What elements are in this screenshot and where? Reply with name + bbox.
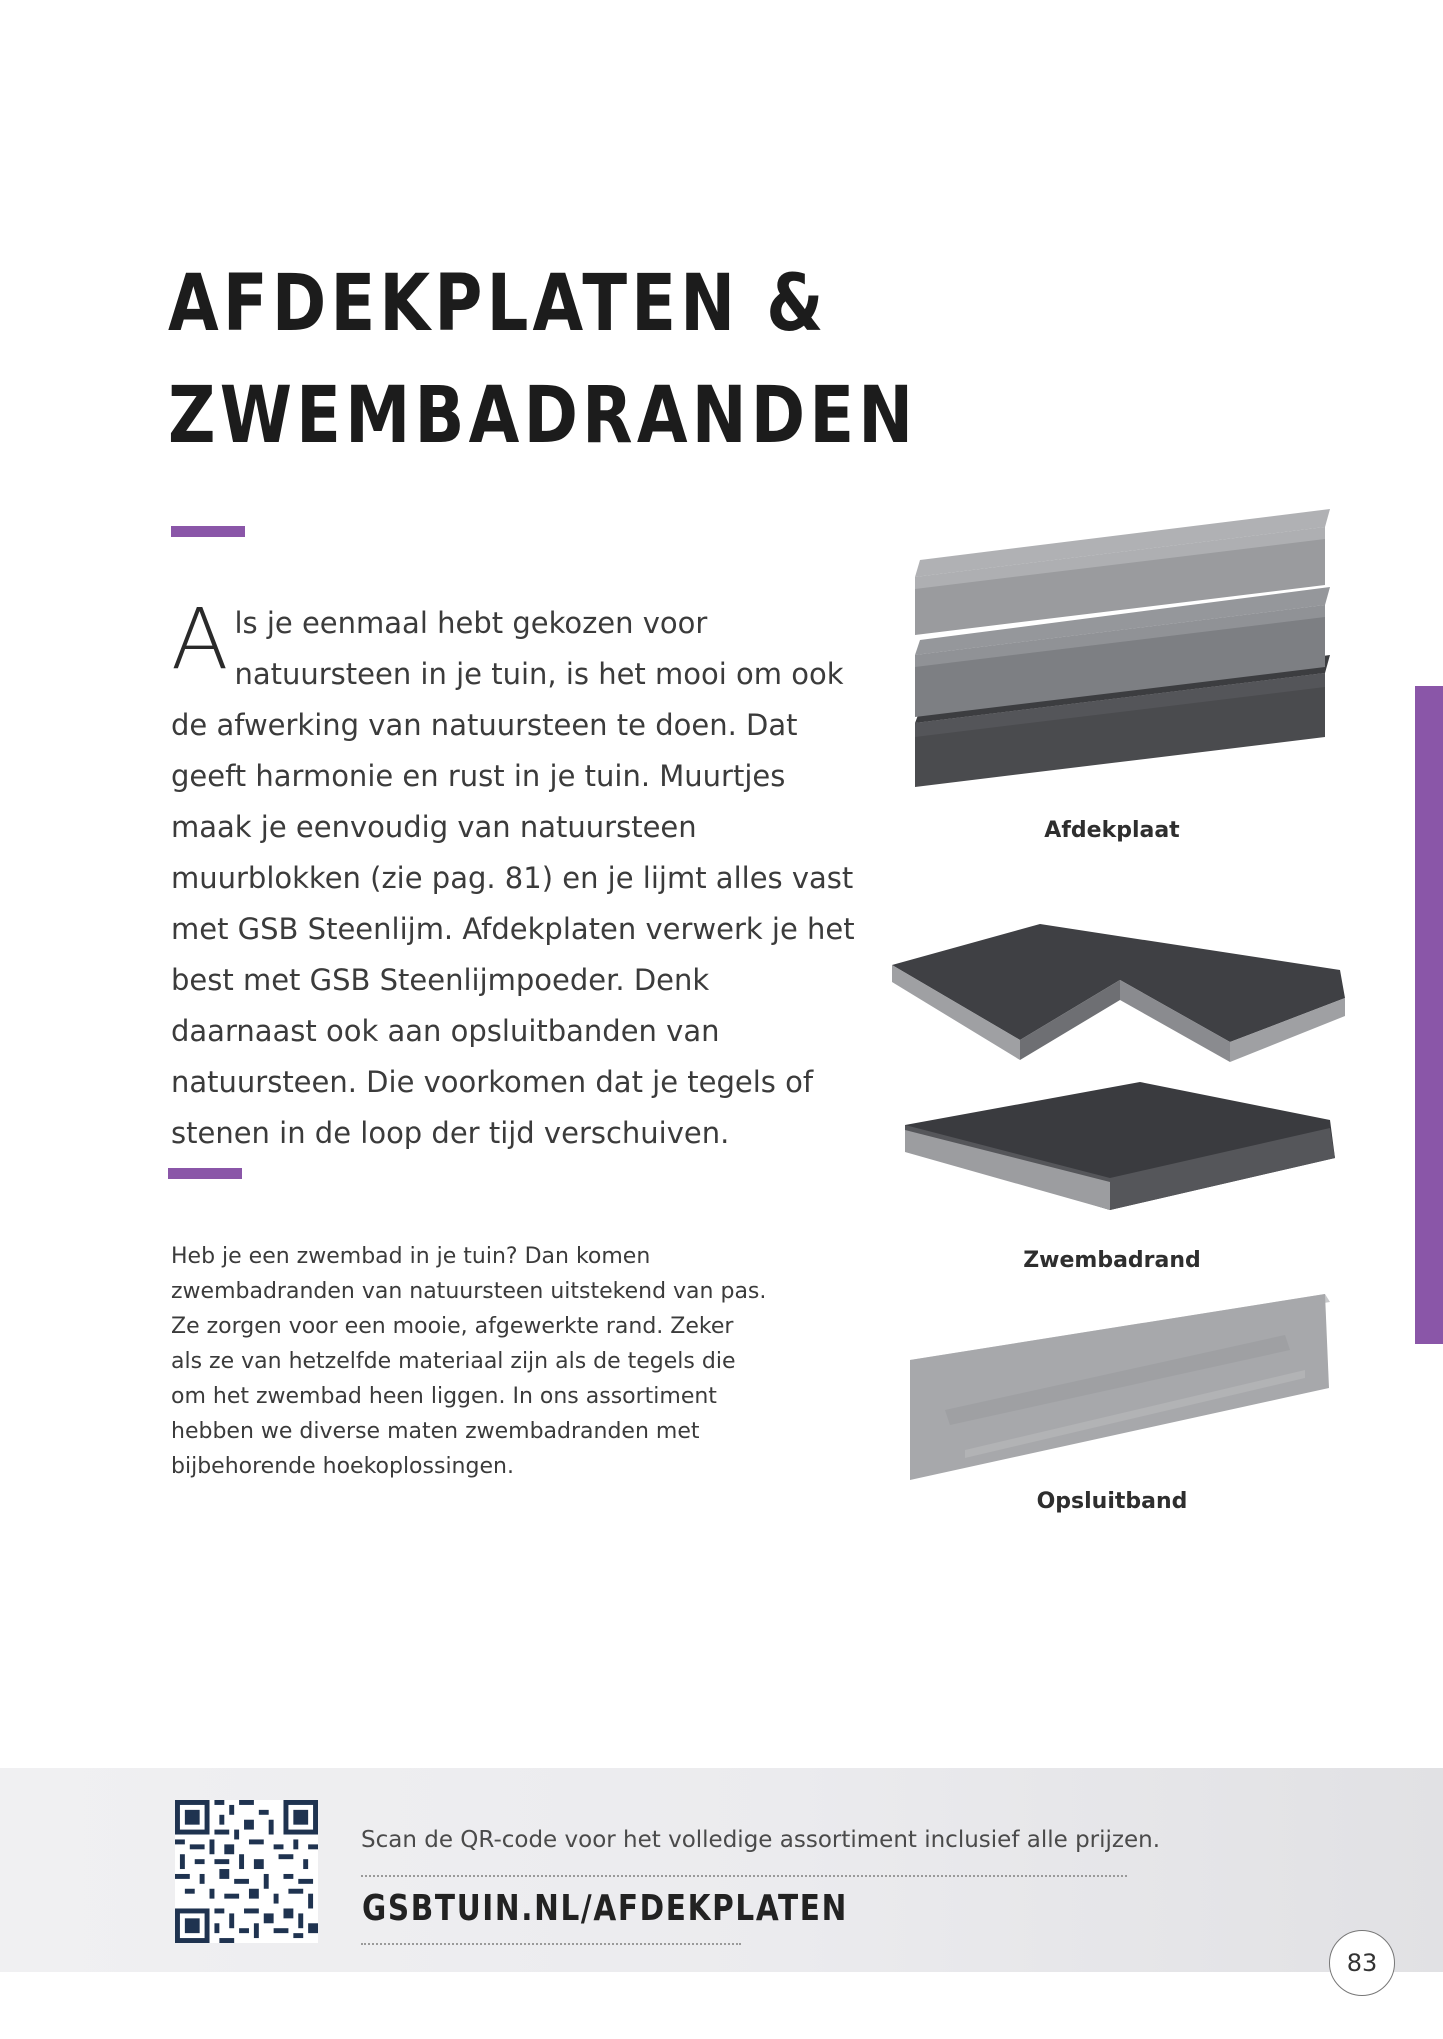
page-title xyxy=(168,248,917,472)
section-side-tab xyxy=(1415,686,1443,1344)
accent-divider-top xyxy=(171,526,245,537)
caption-afdekplaat: Afdekplaat xyxy=(1044,818,1180,843)
pool-paragraph: Heb je een zwembad in je tuin? Dan komen zwembadranden van natuursteen uitstekend van pas. Ze zorgen voor een mooie, afgewerkte rand. Zeker als ze van hetzelfde materiaal zijn als de tegels die om het zwembad heen liggen. In ons assortiment hebben we diverse maten zwembadranden met bijbehorende hoekoplossingen. xyxy=(171,1244,767,1479)
title-line-2: ZWEMBADRANDEN xyxy=(168,371,918,461)
product-url-link[interactable]: GSBTUIN.NL/AFDEKPLATEN xyxy=(362,1888,848,1929)
intro-paragraph xyxy=(171,590,861,1159)
drop-cap: A xyxy=(171,590,229,688)
dotted-divider-short xyxy=(361,1943,741,1945)
caption-zwembadrand: Zwembadrand xyxy=(1023,1248,1201,1273)
dotted-divider xyxy=(361,1875,1127,1877)
pool-edge-image xyxy=(890,920,1345,1220)
title-line-1: AFDEKPLATEN & xyxy=(168,259,828,349)
caption-opsluitband: Opsluitband xyxy=(1036,1489,1188,1514)
page-number: 83 xyxy=(1329,1930,1395,1996)
qr-code-icon[interactable] xyxy=(175,1800,318,1943)
curb-stone-image xyxy=(905,1290,1335,1490)
qr-instruction-text: Scan de QR-code voor het volledige assortiment inclusief alle prijzen. xyxy=(361,1827,1161,1853)
accent-divider-bottom xyxy=(168,1168,242,1179)
cover-plates-image xyxy=(905,505,1335,805)
intro-text: ls je eenmaal hebt gekozen voor natuursteen in je tuin, is het mooi om ook de afwerking van natuursteen te doen. Dat geeft harmonie en rust in je tuin. Muurtjes maak je eenvoudig van natuursteen muurblokken (zie pag. 81) en je lijmt alles vast met GSB Steenlijm. Afdekplaten verwerk je het best met GSB Steenlijmpoeder. Denk daarnaast ook aan opsluitbanden van natuursteen. Die voorkomen dat je tegels of stenen in de loop der tijd verschuiven. xyxy=(171,606,855,1150)
